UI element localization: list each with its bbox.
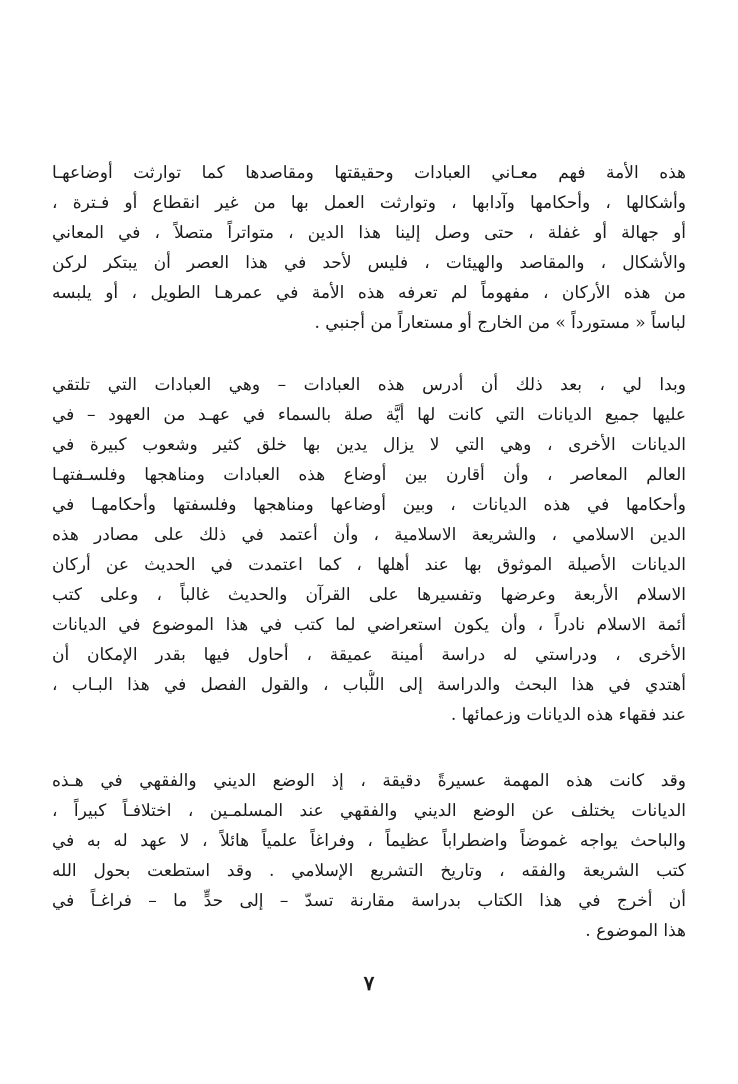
paragraph-line: من هذه الأركان ، مفهوماً لم تعرفه هذه الأمة في عمرهـا الطويل ، أو يلبسه [52, 283, 686, 303]
paragraph-line: الديانات الأخرى ، وهي التي لا يزال يدين بها خلق كثير وشعوب كبيرة في [52, 435, 686, 455]
paragraph-line: أهتدي في هذا البحث والدراسة إلى اللُّباب ، والقول الفصل في هذا البـاب ، [52, 675, 686, 695]
paragraph-line: لباساً « مستورداً » من الخارج أو مستعاراً من أجنبي . [314, 313, 686, 333]
paragraph-line: وأشكالها ، وأحكامها وآدابها ، وتوارثت العمل بها من غير انقطاع أو فـترة ، [52, 193, 686, 213]
paragraph-1 [52, 158, 686, 338]
paragraph-line: والباحث يواجه غموضاً واضطراباً عظيماً ، وفراغاً علمياً هائلاً ، لا عهد له به في [52, 831, 686, 851]
paragraph-line: الديانات الأصيلة الموثوق بها عند أهلها ، كما اعتمدت في الحديث عن أركان [52, 555, 686, 575]
paragraph-line: وأحكامها في هذه الديانات ، وبين أوضاعها ومناهجها وفلسفتها وأحكامهـا في [52, 495, 686, 515]
paragraph-line: أن أخرج في هذا الكتاب بدراسة مقارنة تسدّ – إلى حدٍّ ما – فراغـاً في [52, 891, 686, 911]
paragraph-line: الدين الاسلامي ، والشريعة الاسلامية ، وأن أعتمد في ذلك على مصادر هذه [52, 525, 686, 545]
paragraph-line: عليها جميع الديانات التي كانت لها أيَّة صلة بالسماء في عهـد من العهود – في [52, 405, 686, 425]
paragraph-line: هذه الأمة فهم معـاني العبادات وحقيقتها ومقاصدها كما توارثت أوضاعهـا [52, 163, 686, 183]
page-number: ٧ [363, 971, 375, 995]
paragraph-line: هذا الموضوع . [585, 921, 686, 941]
paragraph-line: وقد كانت هذه المهمة عسيرةً دقيقة ، إذ الوضع الديني والفقهي في هـذه [52, 771, 686, 791]
paragraph-line: عند فقهاء هذه الديانات وزعمائها . [450, 705, 686, 725]
paragraph-line: أو جهالة أو غفلة ، حتى وصل إلينا هذا الدين ، متواتراً متصلاً ، في المعاني [52, 223, 686, 243]
paragraph-line: العالم المعاصر ، وأن أقارن بين أوضاع هذه العبادات ومناهجها وفلسـفتهـا [52, 465, 686, 485]
paragraph-line: الأخرى ، ودراستي له دراسة أمينة عميقة ، أحاول فيها بقدر الإمكان أن [52, 645, 686, 665]
paragraph-2 [52, 370, 686, 730]
paragraph-line: الاسلام الأربعة وعرضها وتفسيرها على القرآن والحديث غالباً ، وعلى كتب [52, 585, 686, 605]
paragraph-line: الديانات يختلف عن الوضع الديني والفقهي عند المسلمـين ، اختلافـاً كبيراً ، [52, 801, 686, 821]
paragraph-line: والأشكال ، والمقاصد والهيئات ، فليس لأحد في هذا العصر أن يبتكر لركن [52, 253, 686, 273]
paragraph-line: أئمة الاسلام نادراً ، وأن يكون استعراضي لما كتب في هذا الموضوع في الديانات [52, 615, 686, 635]
paragraph-3 [52, 766, 686, 946]
paragraph-line: كتب الشريعة والفقه ، وتاريخ التشريع الإسلامي . وقد استطعت بحول الله [52, 861, 686, 881]
paragraph-line: وبدا لي ، بعد ذلك أن أدرس هذه العبادات – وهي العبادات التي تلتقي [52, 375, 686, 395]
